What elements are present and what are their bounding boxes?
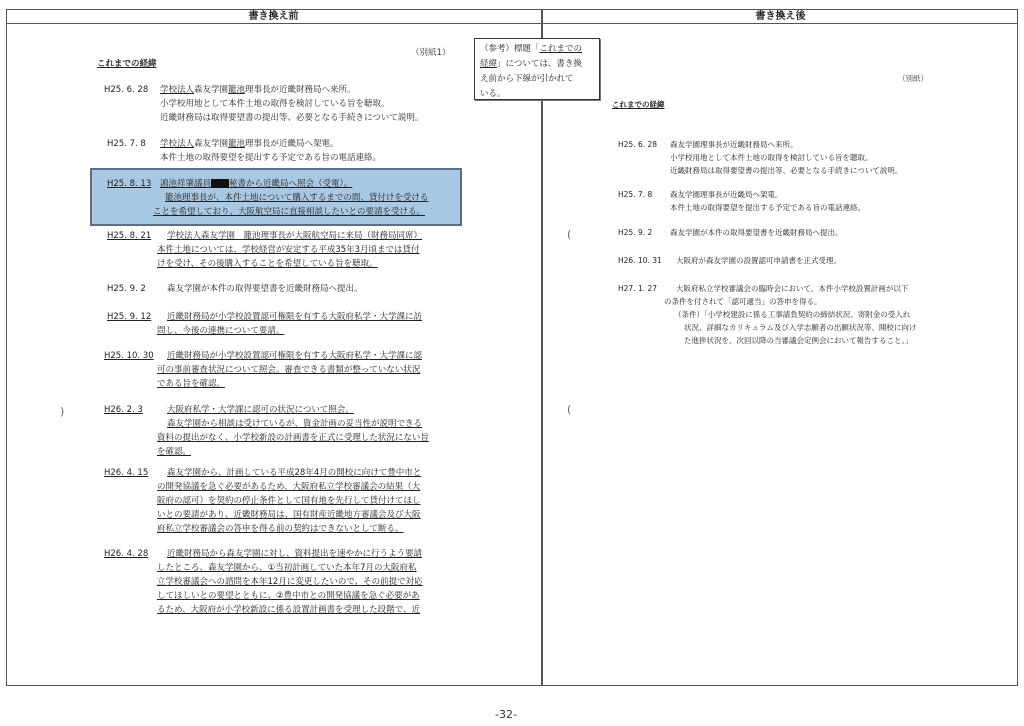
entry-line: 近畿財務局は取得要望書の提出等、必要となる手続きについて説明。 bbox=[160, 113, 424, 123]
entry-line: るため、大阪府が小学校新設に係る設置計画書を受理した段階で、近 bbox=[157, 605, 420, 615]
entry-line: た進捗状況を、次回以降の当審議会定例会において報告すること。」 bbox=[684, 336, 913, 345]
page-number: -32- bbox=[495, 708, 517, 721]
entry-line: 本件土地については、学校経営が安定する平成35年3月頃までは貸付 bbox=[157, 245, 420, 255]
header-after: 書き換え後 bbox=[755, 11, 806, 22]
entry-line: 学校法人森友学園 籠池理事長が大阪航空局に来局（財務局同席） bbox=[167, 231, 423, 241]
entry-line: 学校法人 bbox=[160, 85, 195, 95]
before-annex-label: （別紙1） bbox=[411, 48, 451, 58]
entry-line: 森友学園理事長が近畿局へ架電。 bbox=[670, 190, 783, 199]
entry-line: いとの要請があり、近畿財務局は、国有財産近畿地方審議会及び大阪 bbox=[157, 510, 421, 520]
column-divider bbox=[541, 9, 543, 686]
scan-mark: ) bbox=[60, 405, 65, 418]
scan-mark: ( bbox=[567, 228, 572, 241]
after-title: これまでの経緯 bbox=[612, 100, 665, 109]
entry-line: 問し、今後の連携について要請。 bbox=[157, 326, 285, 336]
entry-line: 鴻池祥肇議員 秘書から近畿局へ照会（受電）。 bbox=[160, 179, 353, 189]
entry-line: したところ、森友学園から、①当初計画していた本年7月の大阪府私 bbox=[157, 563, 417, 573]
entry-line: 大阪府私学・大学課に認可の状況について照会。 bbox=[167, 405, 354, 415]
entry-line: 大阪府が森友学園の設置認可申請書を正式受理。 bbox=[676, 256, 841, 265]
entry-date: H25. 7. 8 bbox=[618, 190, 653, 199]
note-line: いる。 bbox=[480, 89, 506, 99]
entry-date: H25. 6. 28 bbox=[618, 140, 658, 149]
entry-line: 森友学園が本件の取得要望書を近畿財務局へ提出。 bbox=[167, 284, 363, 294]
entry-date: H26. 10. 31 bbox=[618, 256, 662, 265]
entry-date: H25. 10. 30 bbox=[104, 351, 154, 361]
entry-line: 近畿財務局が小学校設置認可権限を有する大阪府私学・大学課に認 bbox=[167, 351, 423, 361]
entry-line: ことを希望しており、大阪航空局に直接相談したいとの要請を受ける。 bbox=[153, 207, 426, 217]
entry-line: 可の事前審査状況について照会。審査できる書類が整っていない状況 bbox=[157, 365, 421, 375]
entry-line: 本件土地の取得要望を提出する予定である旨の電話連絡。 bbox=[160, 153, 382, 163]
reference-note-box bbox=[474, 38, 600, 100]
entry-line: 資料の提出がなく、小学校新設の計画書を正式に受理した状況にない旨 bbox=[157, 433, 429, 443]
entry-line: 学校法人森友学園籠池理事長が近畿局へ架電。 bbox=[160, 139, 339, 149]
entry-line: 状況、詳細なカリキュラム及び入学志願者の出願状況等、開校に向け bbox=[684, 323, 917, 332]
entry-line: 籠池理事長が、本件土地について購入するまでの間、貸付けを受ける bbox=[165, 193, 429, 203]
entry-line: を確認。 bbox=[157, 447, 192, 457]
entry-line: 小学校用地として本件土地の取得を検討している旨を聴取。 bbox=[160, 99, 390, 109]
entry-date: H26. 2. 3 bbox=[104, 405, 143, 415]
entry-line: 近畿財務局が小学校設置認可権限を有する大阪府私学・大学課に訪 bbox=[167, 312, 423, 322]
entry-line: 森友学園から相談は受けているが、資金計画の妥当性が説明できる bbox=[167, 419, 423, 429]
entry-line: 森友学園が本件の取得要望書を近畿財務局へ提出。 bbox=[670, 228, 843, 237]
scan-mark: ( bbox=[567, 403, 572, 416]
entry-date: H25. 9. 12 bbox=[107, 312, 152, 322]
entry-date: H25. 9. 2 bbox=[107, 284, 146, 294]
entry-line: 小学校用地として本件土地の取得を検討している旨を聴取。 bbox=[670, 153, 873, 162]
note-line: え前から下線が引かれて bbox=[480, 74, 574, 84]
entry-line: けを受け、その後購入することを希望している旨を聴取。 bbox=[157, 259, 378, 269]
entry-line: 近畿財務局から森友学園に対し、資料提出を速やかに行うよう要請 bbox=[167, 549, 423, 559]
entry-date: H26. 4. 28 bbox=[104, 549, 149, 559]
entry-line: 立学校審議会への諮問を本年12月に変更したいので、その前提で対応 bbox=[157, 577, 423, 587]
redaction-block bbox=[211, 179, 229, 188]
entry-line: 森友学園から、計画している平成28年4月の開校に向けて豊中市と bbox=[167, 468, 422, 478]
entry-date: H27. 1. 27 bbox=[618, 284, 658, 293]
entry-line: 本件土地の取得要望を提出する予定である旨の電話連絡。 bbox=[670, 203, 865, 212]
header-before: 書き換え前 bbox=[248, 11, 299, 22]
entry-line: 大阪府私立学校審議会の臨時会において、本件小学校設置計画が以下 bbox=[676, 284, 909, 293]
entry-line: の条件を付されて「認可適当」の答申を得る。 bbox=[664, 297, 822, 306]
entry-line: 学校法人森友学園籠池理事長が近畿財務局へ来所。 bbox=[160, 85, 356, 95]
entry-line: の開発協議を急ぐ必要があるため、大阪府私立学校審議会の結果（大 bbox=[157, 482, 421, 492]
entry-line: 近畿財務局は取得要望書の提出等、必要となる手続きについて説明。 bbox=[670, 166, 903, 175]
entry-date: H26. 4. 15 bbox=[104, 468, 149, 478]
entry-date: H25. 6. 28 bbox=[104, 85, 149, 95]
entry-date: H25. 9. 2 bbox=[618, 228, 653, 237]
after-annex-label: （別紙） bbox=[898, 74, 928, 83]
note-line: （参考）標題「これまでの bbox=[480, 44, 583, 54]
note-line: 経緯」については、書き換 bbox=[480, 59, 582, 69]
entry-line: 森友学園理事長が近畿財務局へ来所。 bbox=[670, 140, 798, 149]
entry-date: H25. 8. 21 bbox=[107, 231, 152, 241]
before-title: これまでの経緯 bbox=[97, 59, 157, 69]
entry-line: 府私立学校審議会の答申を得る前の契約はできないとして断る。 bbox=[157, 524, 404, 534]
entry-line: 阪府の認可）を契約の停止条件として国有地を先行して貸付けてほし bbox=[157, 496, 421, 506]
entry-date: H25. 7. 8 bbox=[107, 139, 146, 149]
entry-line: である旨を確認。 bbox=[157, 379, 226, 389]
entry-date: H25. 8. 13 bbox=[107, 179, 152, 189]
entry-line: してほしいとの要望とともに、②豊中市との開発協議を急ぐ必要があ bbox=[157, 591, 420, 601]
entry-line: （条件）「小学校建設に係る工事請負契約の締結状況、寄附金の受入れ bbox=[674, 310, 911, 319]
